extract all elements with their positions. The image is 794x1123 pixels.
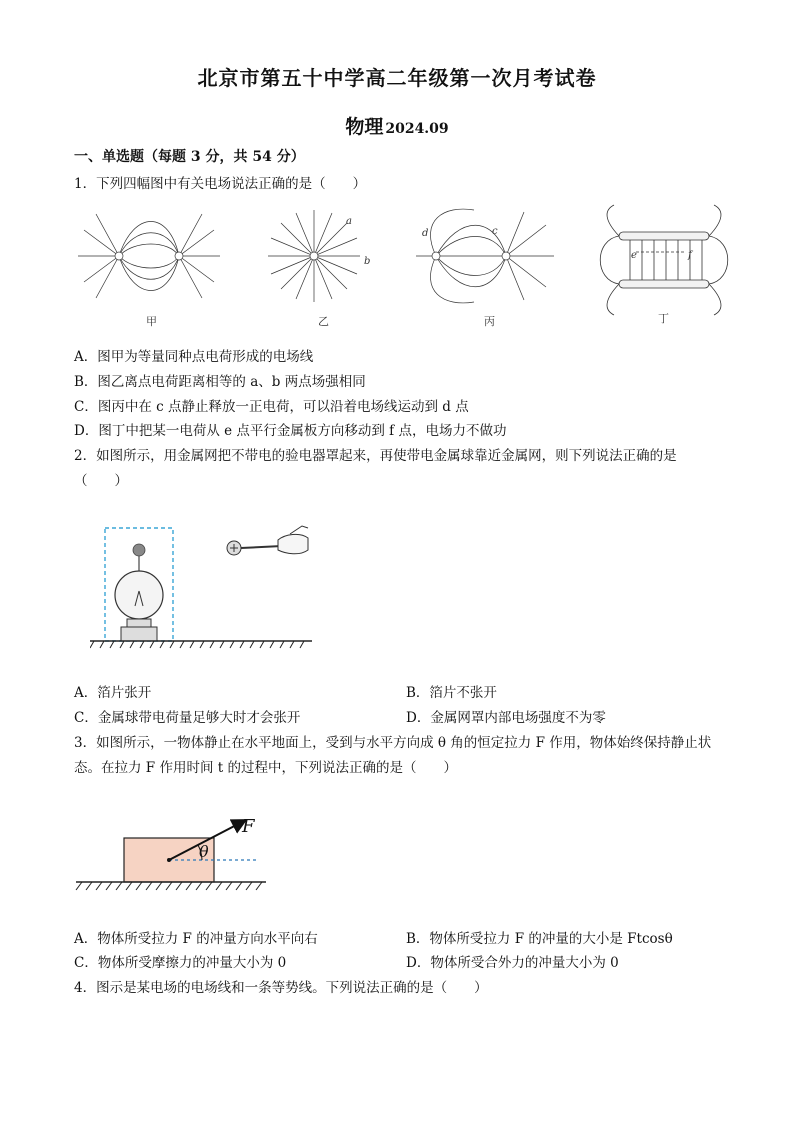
q2-option-a: A．箔片张开 xyxy=(74,685,152,701)
q3-option-c: C．物体所受摩擦力的冲量大小为 0 xyxy=(74,955,287,971)
point-d: d xyxy=(422,228,429,239)
q2-option-b: B．箔片不张开 xyxy=(406,685,497,701)
figure-bing xyxy=(416,209,554,303)
q2-option-d: D．金属网罩内部电场强度不为零 xyxy=(406,710,606,726)
subject-line xyxy=(0,112,794,139)
label-bing: 丙 xyxy=(484,315,495,328)
exam-title: 北京市第五十中学高二年级第一次月考试卷 xyxy=(197,66,597,90)
q2-stem-line2: （ ） xyxy=(74,473,128,489)
point-c: c xyxy=(492,226,498,237)
q2-figure-electroscope xyxy=(90,498,320,658)
q1-option-d: D．图丁中把某一电荷从 e 点平行金属板方向移动到 f 点，电场力不做功 xyxy=(74,423,507,439)
electroscope-body xyxy=(115,571,163,619)
q1-option-c: C．图丙中在 c 点静止释放一正电荷，可以沿着电场线运动到 d 点 xyxy=(74,399,469,415)
q1-stem: 1．下列四幅图中有关电场说法正确的是（ ） xyxy=(74,176,367,192)
q3-option-b: B．物体所受拉力 F 的冲量的大小是 Ftcosθ xyxy=(406,931,673,947)
subject-name: 物理 xyxy=(345,116,384,138)
label-theta: θ xyxy=(199,842,209,861)
q3-option-d: D．物体所受合外力的冲量大小为 0 xyxy=(406,955,619,971)
electroscope-knob xyxy=(133,544,145,556)
q4-stem: 4．图示是某电场的电场线和一条等势线。下列说法正确的是（ ） xyxy=(74,980,488,996)
label-F: F xyxy=(242,816,255,837)
label-yi: 乙 xyxy=(318,315,329,328)
section-heading: 一、单选题（每题 3 分，共 54 分） xyxy=(74,149,305,165)
q1-option-b: B．图乙离点电荷距离相等的 a、b 两点场强相同 xyxy=(74,374,366,390)
q3-figure-block xyxy=(74,810,274,895)
label-ding: 丁 xyxy=(658,312,669,325)
q2-stem-line1: 2．如图所示，用金属网把不带电的验电器罩起来，再使带电金属球靠近金属网，则下列说法正确的是 xyxy=(74,448,677,464)
insulating-rod xyxy=(241,546,282,548)
q3-option-a: A．物体所受拉力 F 的冲量方向水平向右 xyxy=(74,931,318,947)
point-a: a xyxy=(346,216,352,227)
q3-stem-line1: 3．如图所示，一物体静止在水平地面上，受到与水平方向成 θ 角的恒定拉力 F 作用，物体始终保持静止状 xyxy=(74,735,712,751)
figure-ding xyxy=(600,205,728,315)
figure-jia xyxy=(78,214,220,298)
exam-date: 2024.09 xyxy=(385,121,449,137)
point-e: e xyxy=(631,250,637,261)
hand xyxy=(278,534,308,553)
label-jia: 甲 xyxy=(146,315,157,328)
q1-option-a: A．图甲为等量同种点电荷形成的电场线 xyxy=(74,349,314,365)
q3-stem-line2: 态。在拉力 F 作用时间 t 的过程中，下列说法正确的是（ ） xyxy=(74,760,457,776)
point-b: b xyxy=(364,256,371,267)
q1-figures xyxy=(74,200,738,335)
q2-option-c: C．金属球带电荷量足够大时才会张开 xyxy=(74,710,301,726)
point-f: f xyxy=(688,250,692,261)
